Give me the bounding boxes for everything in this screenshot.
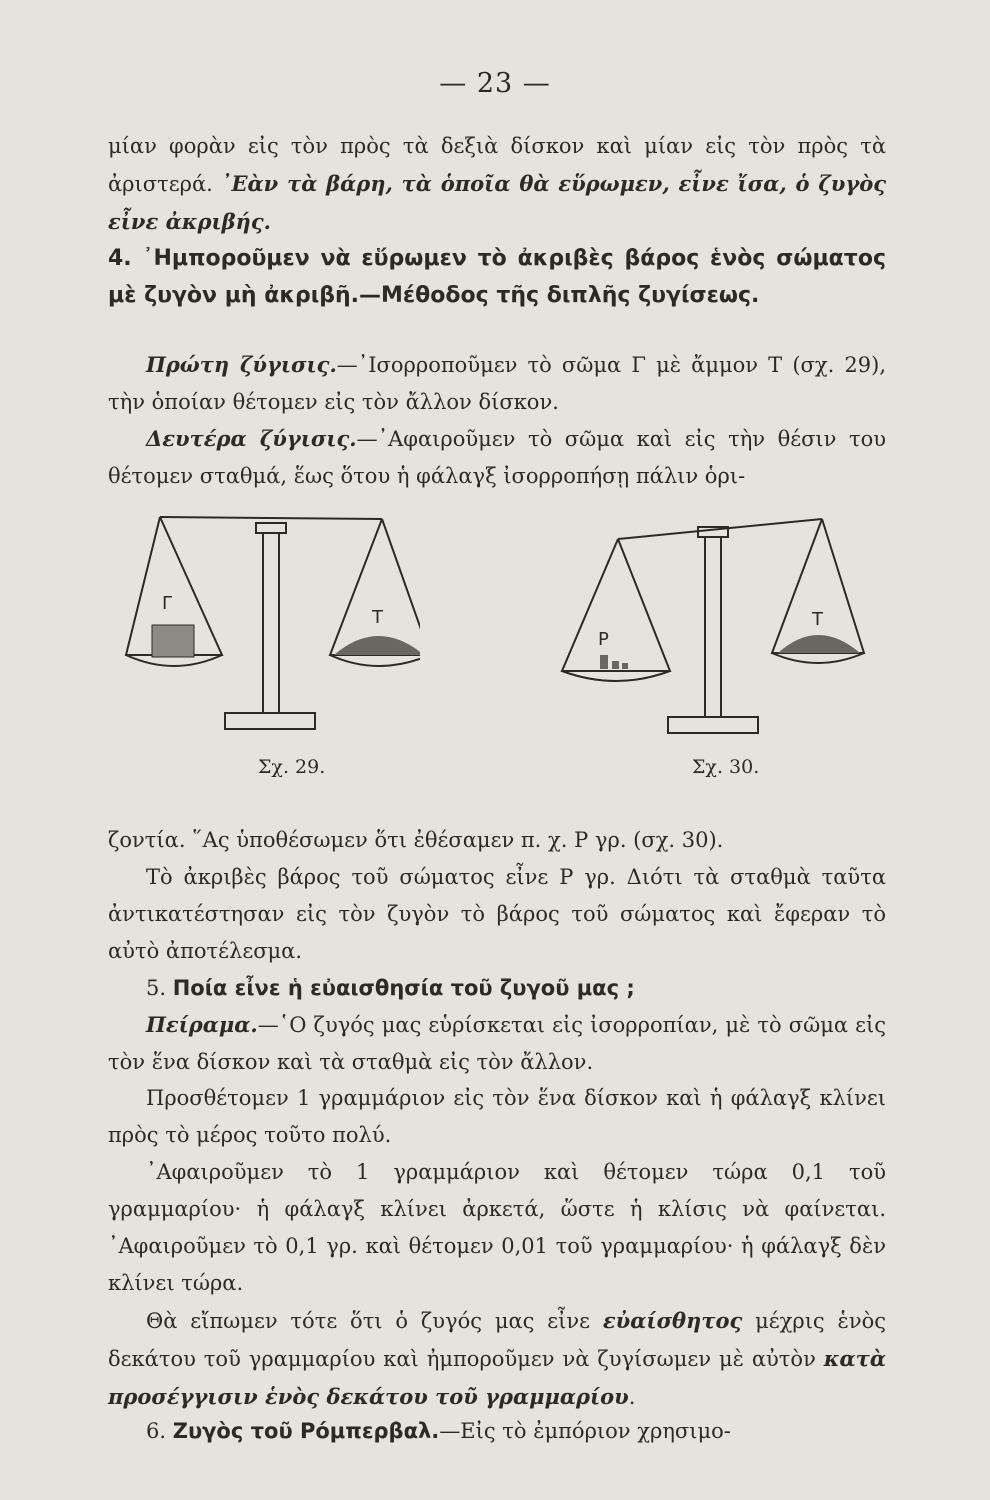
- second-weighing-paragraph: [108, 420, 886, 495]
- section-6-number: 6.: [146, 1419, 173, 1443]
- add-gram-paragraph: Προσθέτομεν 1 γραμμάριον εἰς τὸν ἕνα δίσκον καὶ ἡ φάλαγξ κλίνει πρὸς τὸ μέρος τοῦτο πολύ.: [108, 1086, 886, 1147]
- right-pan: [772, 653, 864, 663]
- first-weighing-paragraph: [108, 346, 886, 421]
- pillar: [705, 537, 721, 717]
- body-g-block: [152, 625, 194, 657]
- pillar-base: [225, 713, 315, 729]
- page-number: — 23 —: [439, 68, 551, 99]
- right-pan: [330, 655, 420, 666]
- figure-30-caption: Σχ. 30.: [692, 756, 760, 778]
- result-paragraph: Τὸ ἀκριβὲς βάρος τοῦ σώματος εἶνε Ρ γρ. Διότι τὰ σταθμὰ ταῦτα ἀντικατέστησαν εἰς τὸν ζυγὸν τὸ βάρος τοῦ σώματος καὶ ἔφεραν τὸ αὐτὸ ἀποτέλεσμα.: [108, 865, 886, 963]
- section-6-title: Ζυγὸς τοῦ Ρόμπερβαλ.: [172, 1419, 440, 1443]
- conclusion-text-1: Θὰ εἴπωμεν τότε ὅτι ὁ ζυγός μας εἶνε: [146, 1309, 603, 1333]
- conclusion-text-3: .: [628, 1385, 636, 1409]
- conclusion-emphasis-1: εὐαίσθητος: [602, 1308, 743, 1333]
- intro-text: μίαν φορὰν εἰς τὸν πρὸς τὰ δεξιὰ δίσκον καὶ μίαν εἰς τὸν πρὸς τὰ ἀριστερά.: [108, 134, 886, 196]
- experiment-text: —῾Ο ζυγός μας εὑρίσκεται εἰς ἰσορροπίαν, μὲ τὸ σῶμα εἰς τὸν ἕνα δίσκον καὶ τὰ σταθμὰ εἰς τὸν ἄλλον.: [108, 1013, 886, 1074]
- weight-1: [600, 655, 608, 669]
- section-5-number: 5.: [146, 976, 173, 1000]
- beam-line: [160, 517, 382, 519]
- conclusion-emphasis-2: κατὰ προσέγγισιν ἑνὸς δεκάτου τοῦ γραμμαρίου: [108, 1346, 886, 1409]
- second-weighing-text: —᾿Αφαιροῦμεν τὸ σῶμα καὶ εἰς τὴν θέσιν του θέτομεν σταθμά, ἕως ὅτου ἡ φάλαγξ ἰσορροπήσῃ πάλιν ὁρι-: [108, 427, 886, 488]
- sand-pile: [334, 636, 420, 655]
- conclusion-paragraph: [108, 1302, 886, 1416]
- right-pan-strings: [772, 519, 864, 653]
- figure-29-right-label: Τ: [372, 607, 383, 628]
- figure-30-left-label: Ρ: [598, 629, 609, 650]
- section-6-text: —Εἰς τὸ ἐμπόριον χρησιμο-: [439, 1419, 731, 1443]
- intro-emphasis: ᾿Εὰν τὰ βάρη, τὰ ὁποῖα θὰ εὕρωμεν, εἶνε ἴσα, ὁ ζυγὸς εἶνε ἀκριβής.: [108, 171, 886, 234]
- remove-gram-paragraph: ᾿Αφαιροῦμεν τὸ 1 γραμμάριον καὶ θέτομεν τώρα 0,1 τοῦ γραμμαρίου· ἡ φάλαγξ κλίνει ἀρκετά, ὥστε ἡ κλίσις νὰ φαίνεται. ᾿Αφαιροῦμεν τὸ 0,1 γρ. καὶ θέτομεν 0,01 τοῦ γραμμαρίου· ἡ φάλαγξ δὲν κλίνει τώρα.: [108, 1160, 886, 1295]
- left-pan: [562, 671, 670, 681]
- section-5-heading: [108, 970, 886, 1007]
- intro-paragraph: [108, 128, 886, 241]
- right-pan-strings: [330, 519, 420, 655]
- pillar: [263, 533, 279, 713]
- figure-29-caption: Σχ. 29.: [258, 756, 326, 778]
- weight-3: [622, 663, 628, 669]
- left-pan-strings: [562, 539, 670, 671]
- figure-30-balance: [560, 505, 870, 755]
- section-4-heading: 4. ᾿Ημποροῦμεν νὰ εὕρωμεν τὸ ἀκριβὲς βάρος ἑνὸς σώματος μὲ ζυγὸν μὴ ἀκριβῆ.—Μέθοδος τῆς διπλῆς ζυγίσεως.: [108, 246, 886, 308]
- figure-30-right-label: Τ: [812, 609, 823, 630]
- pillar-cap: [256, 523, 286, 533]
- section-5-title: Ποία εἶνε ἡ εὐαισθησία τοῦ ζυγοῦ μας ;: [172, 976, 635, 1000]
- conclusion-text-2: μέχρις ἑνὸς δεκάτου τοῦ γραμμαρίου καὶ ἠμποροῦμεν νὰ ζυγίσωμεν μὲ αὐτὸν: [108, 1309, 886, 1371]
- after-figure-paragraph: ζοντία. ῞Ας ὑποθέσωμεν ὅτι ἐθέσαμεν π. χ. Ρ γρ. (σχ. 30).: [108, 828, 724, 852]
- pillar-base: [668, 717, 758, 733]
- experiment-label: Πείραμα.: [146, 1012, 258, 1037]
- section-6-paragraph: [108, 1413, 886, 1450]
- first-weighing-label: Πρώτη ζύγισις.: [146, 352, 337, 377]
- sand-pile: [778, 635, 860, 653]
- second-weighing-label: Δευτέρα ζύγισις.: [146, 426, 357, 451]
- weight-2: [612, 661, 619, 669]
- first-weighing-text: —᾿Ισορροποῦμεν τὸ σῶμα Γ μὲ ἄμμον Τ (σχ. 29), τὴν ὁποίαν θέτομεν εἰς τὸν ἄλλον δίσκον.: [108, 353, 886, 414]
- experiment-paragraph: [108, 1006, 886, 1081]
- figure-29-balance: [120, 505, 420, 755]
- figure-29-left-label: Γ: [162, 593, 173, 614]
